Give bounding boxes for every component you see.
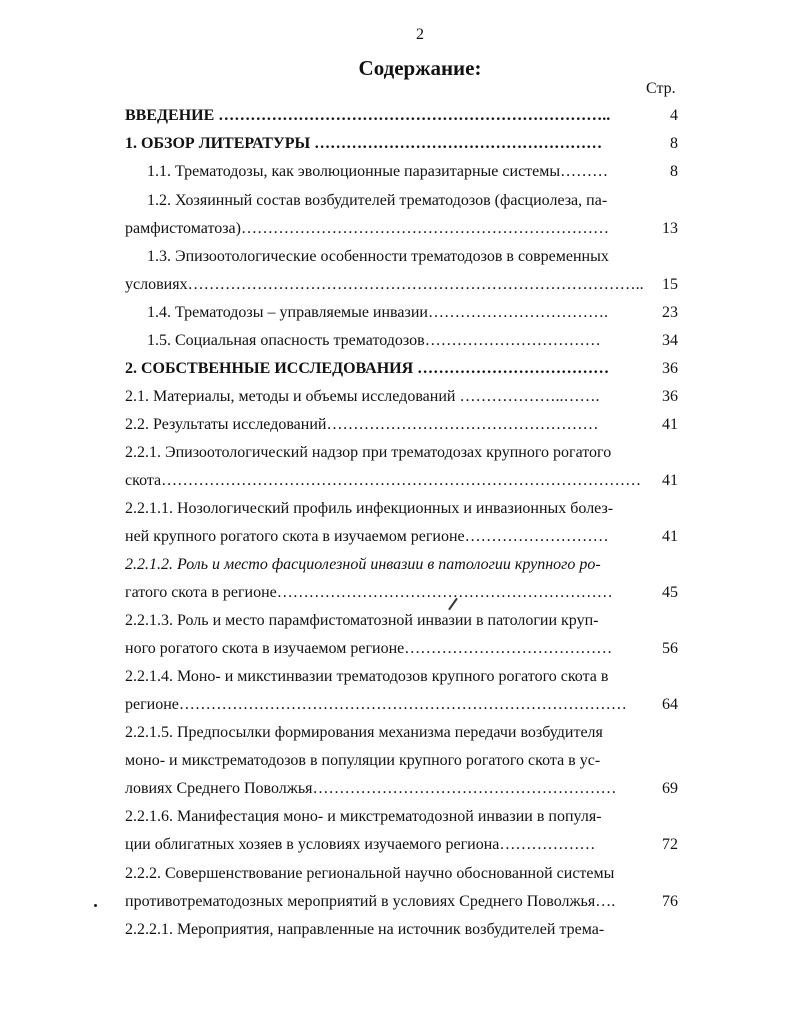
toc-entry-page: 69	[662, 780, 678, 797]
toc-entry-page: 76	[662, 893, 678, 910]
page-column-header: Стр.	[646, 80, 676, 97]
toc-entry-page: 56	[662, 640, 678, 657]
toc-entry-page: 41	[662, 472, 678, 489]
toc-entry-page: 23	[662, 304, 678, 321]
toc-entry-text: ции облигатных хозяев в условиях изучаемого регионa………………	[125, 836, 596, 853]
toc-entry-page: 36	[662, 360, 678, 377]
toc-entry-text: 1.5. Социальная опасность трематодозов……………………………	[147, 332, 601, 349]
toc-entry-2-2-1-3-cont	[0, 637, 794, 661]
toc-entry-text: 2.2.1.3. Роль и место парамфистоматозной инвазии в патологии круп-	[125, 612, 599, 629]
toc-entry-text: 1.1. Трематодозы, как эволюционные паразитарные системы………	[147, 163, 609, 180]
toc-entry-2-2-1-2	[0, 553, 794, 577]
toc-entry-1-1	[0, 160, 794, 184]
toc-entry-2-2-1-cont	[0, 469, 794, 493]
toc-entry-text: 2.2.2. Совершенствование региональной научно обоснованной системы	[125, 865, 615, 882]
toc-entry-page: 4	[670, 107, 678, 124]
toc-entry-page: 45	[662, 584, 678, 601]
toc-entry-text: регионе…………………………………………………………………………	[125, 696, 627, 713]
toc-entry-2-2-1-3	[0, 609, 794, 633]
toc-entry-2-2-1-5	[0, 721, 794, 745]
toc-entry-2-2-2	[0, 862, 794, 886]
toc-entry-2-2-1-1-cont	[0, 525, 794, 549]
stray-mark	[94, 904, 97, 907]
toc-entry-text: 1.2. Хозяинный состав возбудителей трематодозов (фасциолеза, па-	[147, 192, 608, 209]
toc-entry-text: противотрематодозных мероприятий в условиях Среднего Поволжья….	[125, 893, 616, 910]
toc-entry-text: ней крупного рогатого скота в изучаемом регионе………………………	[125, 528, 609, 545]
toc-title: Содержание:	[358, 56, 482, 80]
toc-entry-text: 2.1. Материалы, методы и объемы исследований ………………..…….	[125, 388, 600, 405]
toc-entry-text: 2. СОБСТВЕННЫЕ ИССЛЕДОВАНИЯ ………………………………	[125, 360, 610, 377]
toc-entry-page: 8	[670, 163, 678, 180]
toc-entry-2-2-1-6-cont	[0, 833, 794, 857]
toc-entry-1-5	[0, 329, 794, 353]
toc-entry-1-2	[0, 189, 794, 213]
toc-entry-2-2-1-4-cont	[0, 693, 794, 717]
toc-entry-2-2-1	[0, 441, 794, 465]
toc-entry-text: 2.2.1.4. Моно- и микстинвазии трематодозов крупного рогатого скота в	[125, 668, 609, 685]
toc-entry-literature-review	[0, 132, 794, 156]
toc-entry-text: рамфистоматоза)……………………………………………………………	[125, 220, 609, 237]
toc-entry-page: 64	[662, 696, 678, 713]
toc-entry-page: 13	[662, 220, 678, 237]
toc-entry-2-2-1-2-cont	[0, 581, 794, 605]
toc-entry-text: моно- и микстрематодозов в популяции крупного рогатого скота в ус-	[125, 752, 601, 769]
toc-entry-own-research	[0, 357, 794, 381]
toc-entry-1-3-cont	[0, 273, 794, 297]
toc-entry-text: 1. ОБЗОР ЛИТЕРАТУРЫ ………………………………………………	[125, 135, 603, 152]
toc-entry-1-4	[0, 301, 794, 325]
toc-entry-text: условиях…………………………………………………………………………..	[125, 276, 644, 293]
toc-entry-2-1	[0, 385, 794, 409]
toc-entry-page: 41	[662, 416, 678, 433]
toc-entry-page: 15	[662, 276, 678, 293]
toc-entry-page: 72	[662, 836, 678, 853]
toc-entry-text: гатого скота в регионе………………………………………………………	[125, 584, 613, 601]
toc-entry-text: 1.3. Эпизоотологические особенности трематодозов в современных	[147, 248, 609, 265]
toc-entry-text: ВВЕДЕНИЕ ………………………………………………………………..	[125, 107, 611, 124]
toc-entry-text: 2.2.1.5. Предпосылки формирования механизма передачи возбудителя	[125, 724, 603, 741]
toc-entry-page: 8	[670, 135, 678, 152]
toc-entry-1-3	[0, 245, 794, 269]
toc-entry-page: 36	[662, 388, 678, 405]
toc-entry-text: 2.2.2.1. Мероприятия, направленные на источник возбудителей трема-	[125, 921, 605, 938]
toc-entry-2-2-1-5-cont2	[0, 777, 794, 801]
toc-entry-page: 34	[662, 332, 678, 349]
toc-entry-2-2-2-1	[0, 918, 794, 942]
toc-entry-text: ного рогатого скота в изучаемом регионе…………………………………	[125, 640, 613, 657]
toc-entry-2-2-1-6	[0, 805, 794, 829]
toc-entry-text: 2.2.1.2. Роль и место фасциолезной инвазии в патологии крупного ро-	[125, 556, 601, 573]
toc-entry-2-2	[0, 413, 794, 437]
toc-entry-introduction	[0, 104, 794, 128]
toc-entry-text: ловиях Среднего Поволжья…………………………………………………	[125, 780, 617, 797]
toc-entry-2-2-2-cont	[0, 890, 794, 914]
toc-entry-text: скота………………………………………………………………………………	[125, 472, 642, 489]
toc-entry-2-2-1-4	[0, 665, 794, 689]
toc-entry-1-2-cont	[0, 217, 794, 241]
toc-entry-text: 2.2.1.1. Нозологический профиль инфекционных и инвазионных болез-	[125, 500, 614, 517]
toc-entry-page: 41	[662, 528, 678, 545]
toc-entry-text: 2.2. Результаты исследований……………………………………………	[125, 416, 599, 433]
toc-entry-2-2-1-1	[0, 497, 794, 521]
toc-entry-text: 2.2.1.6. Манифестация моно- и микстрематодозной инвазии в популя-	[125, 808, 602, 825]
toc-entry-text: 2.2.1. Эпизоотологический надзор при трематодозах крупного рогатого	[125, 444, 612, 461]
page-number: 2	[416, 26, 424, 43]
toc-entry-2-2-1-5-cont1	[0, 749, 794, 773]
toc-entry-text: 1.4. Трематодозы – управляемые инвазии…………………………….	[147, 304, 608, 321]
